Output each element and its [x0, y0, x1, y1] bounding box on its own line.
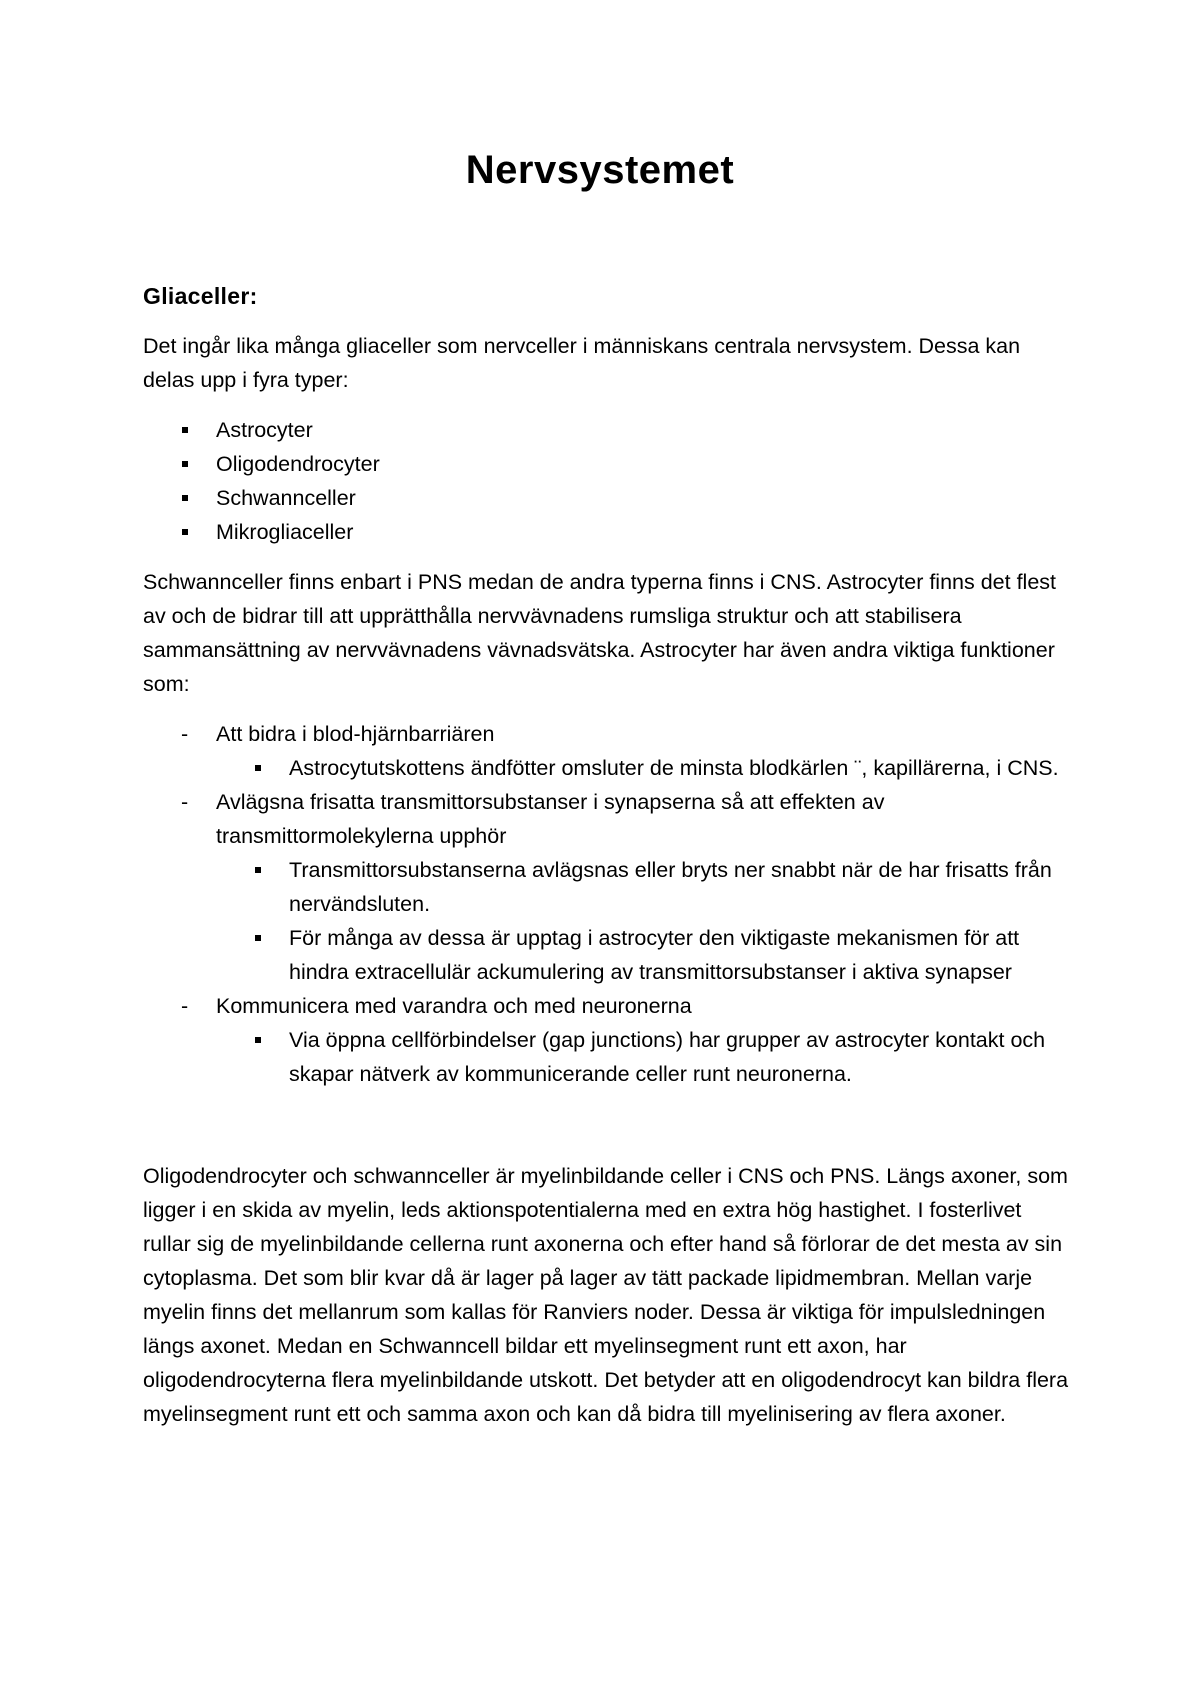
- myelin-paragraph: Oligodendrocyter och schwannceller är myelinbildande celler i CNS och PNS. Längs axoner, som ligger i en skida av myelin, leds aktionspotentialerna med en extra hög hastighet. I fosterlivet rullar sig de myelinbildande cellerna runt axonerna och efter hand så förlorar de det mesta av sin cytoplasma. Det som blir kvar då är lager på lager av tätt packade lipidmembran. Mellan varje myelin finns det mellanrum som kallas för Ranviers noder. Dessa är viktiga för impulsledningen längs axonet. Medan en Schwanncell bildar ett myelinsegment runt ett axon, har oligodendrocyterna flera myelinbildande utskott. Det betyder att en oligodendrocyt kan bildra flera myelinsegment runt ett och samma axon och kan då bidra till myelinisering av flera axoner.: [143, 1164, 1069, 1426]
- detail-item: [216, 751, 1073, 785]
- function-item: [143, 989, 1073, 1091]
- section-heading: Gliaceller:: [143, 283, 258, 309]
- square-bullet-icon: [182, 529, 188, 535]
- square-bullet-icon: [255, 1037, 261, 1043]
- list-item-text: Mikrogliaceller: [216, 520, 354, 544]
- square-bullet-icon: [255, 765, 261, 771]
- dash-bullet: -: [181, 994, 189, 1018]
- function-text: Att bidra i blod-hjärnbarriären: [216, 722, 495, 746]
- function-detail-list: [216, 1023, 1073, 1091]
- detail-text: För många av dessa är upptag i astrocyter den viktigaste mekanismen för att hindra extracellulär ackumulering av transmittorsubstanser i aktiva synapser: [289, 926, 1020, 984]
- function-item: [143, 717, 1073, 785]
- square-bullet-icon: [255, 867, 261, 873]
- square-bullet-icon: [182, 461, 188, 467]
- detail-item: [216, 853, 1073, 921]
- document-body: [143, 279, 1073, 1431]
- list-item-text: Astrocyter: [216, 418, 313, 442]
- dash-bullet: -: [181, 790, 189, 814]
- square-bullet-icon: [182, 427, 188, 433]
- detail-text: Via öppna cellförbindelser (gap junctions) har grupper av astrocyter kontakt och skapar nätverk av kommunicerande celler runt neuronerna.: [289, 1028, 1046, 1086]
- list-item: [143, 413, 1073, 447]
- function-text: Avlägsna frisatta transmittorsubstanser i synapserna så att effekten av transmittormolekylerna upphör: [216, 790, 885, 848]
- square-bullet-icon: [255, 935, 261, 941]
- function-item: [143, 785, 1073, 989]
- list-item-text: Oligodendrocyter: [216, 452, 380, 476]
- dash-bullet: -: [181, 722, 189, 746]
- glia-type-list: [143, 413, 1073, 549]
- intro-paragraph: Det ingår lika många gliaceller som nervceller i människans centrala nervsystem. Dessa kan delas upp i fyra typer:: [143, 334, 1021, 392]
- page-title: Nervsystemet: [465, 148, 735, 192]
- list-item: [143, 481, 1073, 515]
- detail-text: Transmittorsubstanserna avlägsnas eller bryts ner snabbt när de har frisatts från nervändsluten.: [289, 858, 1052, 916]
- function-list: [143, 717, 1073, 1091]
- square-bullet-icon: [182, 495, 188, 501]
- astrocyte-paragraph: Schwannceller finns enbart i PNS medan de andra typerna finns i CNS. Astrocyter finns det flest av och de bidrar till att upprätthålla nervvävnadens rumsliga struktur och att stabilisera sammansättning av nervvävnadens vävnadsvätska. Astrocyter har även andra viktiga funktioner som:: [143, 570, 1057, 696]
- function-detail-list: [216, 751, 1073, 785]
- detail-item: [216, 921, 1073, 989]
- function-text: Kommunicera med varandra och med neuronerna: [216, 994, 692, 1018]
- list-item-text: Schwannceller: [216, 486, 356, 510]
- detail-item: [216, 1023, 1073, 1091]
- list-item: [143, 447, 1073, 481]
- detail-text: Astrocytutskottens ändfötter omsluter de minsta blodkärlen ¨, kapillärerna, i CNS.: [289, 756, 1059, 780]
- function-detail-list: [216, 853, 1073, 989]
- list-item: [143, 515, 1073, 549]
